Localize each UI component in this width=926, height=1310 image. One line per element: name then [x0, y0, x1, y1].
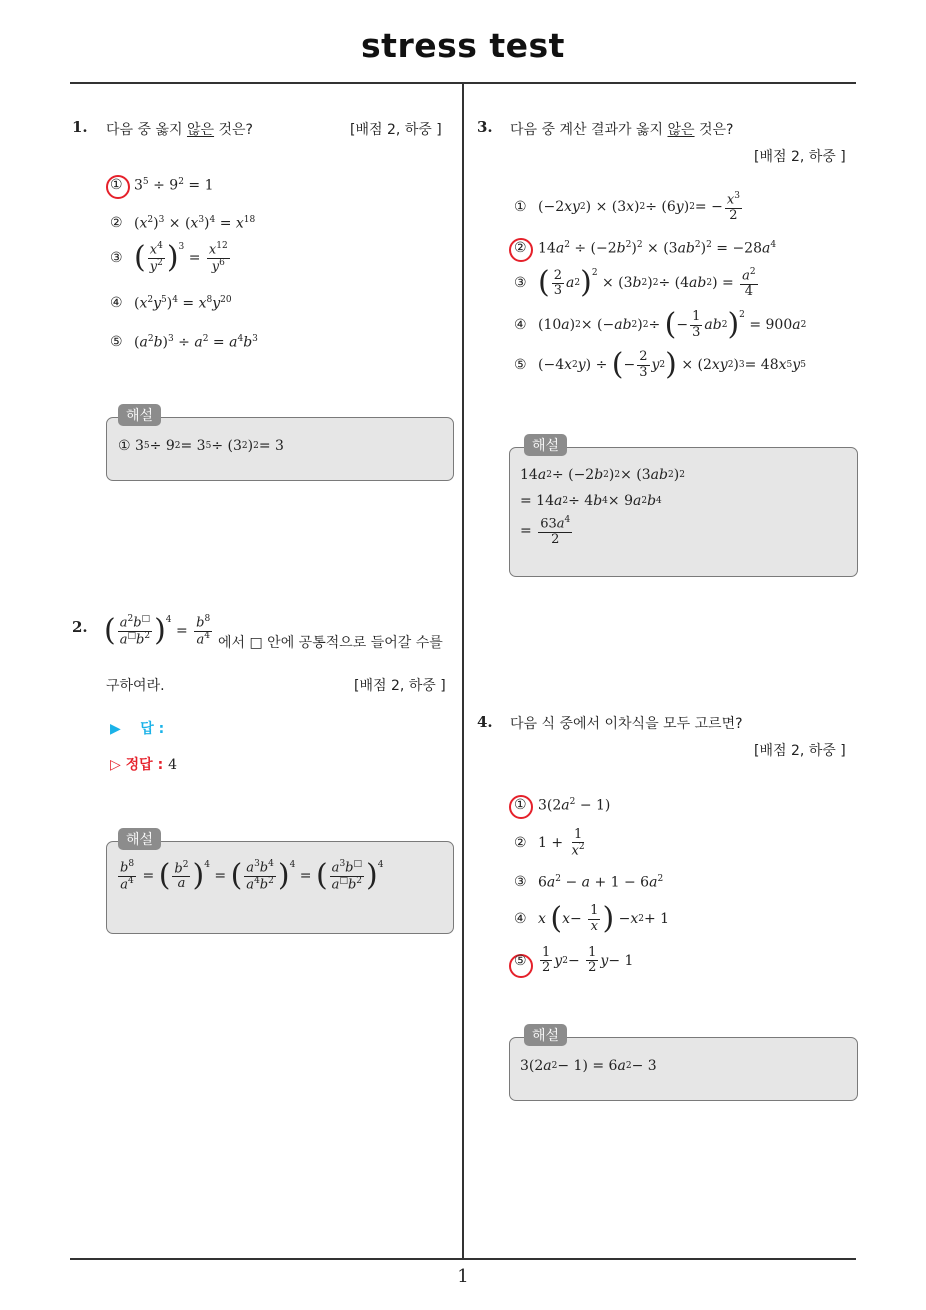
question-text — [106, 119, 253, 139]
option-marker: ③ — [110, 250, 123, 267]
option-math: x ( x − $\frac{1}{x}$ ) − x 2 + 1 — [538, 901, 670, 936]
correct-answer-label: 정답 : — [125, 757, 164, 773]
option-3[interactable] — [514, 265, 760, 301]
document-title: stress test — [361, 26, 565, 65]
correct-answer-value: 4 — [168, 757, 177, 773]
question-text-part: 것은? — [214, 122, 253, 138]
option-2[interactable] — [514, 240, 776, 257]
option-math: $3^5 \div 9^2 = 1$ — [134, 177, 214, 194]
option-math: (−4 x 2 y ) ÷ ( − $\frac{2}{3}$ y 2 ) × (2 xy 2 ) 3 = 48 x 5 y 5 — [538, 347, 806, 382]
points-label: [배점 2, 하중 ] — [754, 743, 846, 759]
option-math: $14a^2 \div (-2b^2)^2 \times (3ab^2)^2 = -28a^4$ — [538, 240, 777, 257]
solution-line: ① 3 5 ÷ 9 2 = 3 5 ÷ (3 2 ) 2 = 3 — [118, 438, 284, 454]
option-math: (−2 xy 2 ) × (3 x ) 2 ÷ (6 y ) 2 = − $\frac{x^3}{2}$ — [538, 191, 740, 223]
question-number: 1. — [72, 118, 88, 136]
question-text-underlined: 않은 — [667, 122, 695, 138]
option-math: $6a^2 - a + 1 - 6a^2$ — [538, 874, 664, 891]
option-math: ( $\frac{x^4}{y^2}$ ) $^3$ = $\frac{x^{12}}{y^6}$ — [134, 240, 228, 276]
solution-line: $\frac{b^8}{a^4}$ = ( $\frac{b^2}{a}$ ) $^4$ = ( $\frac{a^3b^4}{a^4b^2}$ ) $^4$ = ( $\frac{a^3b^□}{a^□b^2}$ ) $^4$ — [120, 858, 384, 894]
option-marker: ③ — [514, 275, 527, 292]
solution-line: = 14 a 2 ÷ 4 b 4 × 9 a 2 b 4 — [520, 493, 662, 509]
question-text — [510, 119, 734, 139]
option-marker: ④ — [110, 295, 123, 312]
question-text-part: 것은? — [694, 122, 734, 138]
question-number: 2. — [72, 618, 88, 636]
option-5[interactable] — [110, 334, 258, 351]
question-number: 4. — [477, 713, 493, 731]
option-math: ( $\frac{2}{3}$ a 2 ) $^2$ × (3 b 2 ) 2 ÷ (4 ab 2 ) = $\frac{a^2}{4}$ — [538, 265, 756, 301]
question-number: 3. — [477, 118, 493, 136]
option-math: $(x^2)^3 \times (x^3)^4 = x^{18}$ — [134, 215, 256, 232]
option-marker: ② — [110, 215, 123, 232]
play-icon: ▶ — [110, 721, 121, 737]
option-5[interactable] — [514, 347, 806, 382]
answer-label: 답 : — [140, 721, 165, 737]
option-2[interactable] — [514, 828, 589, 859]
option-math: (10 a ) 2 × (− ab 2 ) 2 ÷ ( − $\frac{1}{3}$ ab 2 ) $^2$ = 900 a 2 — [538, 307, 807, 342]
option-math: $(x^2y^5)^4 = x^8y^{20}$ — [134, 295, 232, 312]
solution-tag: 해설 — [118, 404, 161, 426]
option-4[interactable] — [110, 295, 232, 312]
correct-answer-row — [110, 754, 177, 774]
option-marker: ③ — [514, 874, 527, 891]
option-3[interactable] — [514, 874, 663, 891]
option-2[interactable] — [110, 215, 255, 232]
option-1[interactable] — [514, 192, 744, 223]
question-text: 다음 식 중에서 이차식을 모두 고르면? — [510, 716, 743, 732]
column-divider — [462, 82, 464, 1260]
option-4[interactable] — [514, 901, 670, 936]
option-5[interactable] — [514, 946, 633, 976]
option-marker: ① — [514, 199, 527, 216]
option-1[interactable] — [110, 177, 213, 194]
footer-rule — [70, 1258, 856, 1260]
question-text-part: 다음 중 옳지 — [106, 122, 187, 138]
points-label: [배점 2, 하중 ] — [350, 122, 442, 138]
question-text-underlined: 않은 — [186, 122, 215, 138]
option-4[interactable] — [514, 307, 807, 342]
option-math: $3(2a^2 - 1)$ — [538, 797, 611, 814]
option-math: $(a^2b)^3 \div a^2 = a^4b^3$ — [134, 334, 258, 351]
solution-line: = $\frac{63a^4}{2}$ — [520, 515, 571, 547]
option-math: $\frac{1}{2}$ y 2 − $\frac{1}{2}$ y − 1 — [542, 945, 634, 976]
question-text: 에서 □ 안에 공통적으로 들어갈 수를 — [218, 635, 443, 651]
option-marker: ⑤ — [514, 357, 527, 373]
points-label: [배점 2, 하중 ] — [754, 149, 846, 165]
option-marker: ① — [514, 797, 527, 814]
option-marker: ④ — [514, 911, 527, 927]
question-expression: ( $\frac{a^2b^□}{a^□b^2}$ ) $^4$ = $\frac{b^8}{a^4}$ — [104, 613, 211, 649]
option-marker: ① — [110, 177, 123, 194]
option-1[interactable] — [514, 797, 610, 814]
option-marker: ② — [514, 835, 527, 852]
option-marker: ④ — [514, 317, 527, 333]
option-marker: ⑤ — [514, 952, 527, 969]
solution-tag: 해설 — [118, 828, 161, 850]
answer-row — [110, 718, 164, 738]
option-math: 1 + $\frac{1}{x^2}$ — [538, 827, 585, 859]
outline-play-icon: ▷ — [110, 757, 121, 773]
page-number: 1 — [457, 1266, 469, 1287]
solution-line: 3(2 a 2 − 1) = 6 a 2 − 3 — [520, 1058, 657, 1074]
question-text-part: 다음 중 계산 결과가 옳지 — [510, 122, 668, 138]
question-text-cont: 구하여라. — [106, 678, 165, 694]
option-marker: ② — [514, 240, 527, 257]
solution-line: 14 a 2 ÷ (−2 b 2 ) 2 × (3 ab 2 ) 2 — [520, 467, 685, 483]
option-3[interactable] — [110, 242, 232, 274]
option-marker: ⑤ — [110, 334, 123, 351]
solution-tag: 해설 — [524, 434, 567, 456]
points-label: [배점 2, 하중 ] — [354, 678, 446, 694]
solution-tag: 해설 — [524, 1024, 567, 1046]
